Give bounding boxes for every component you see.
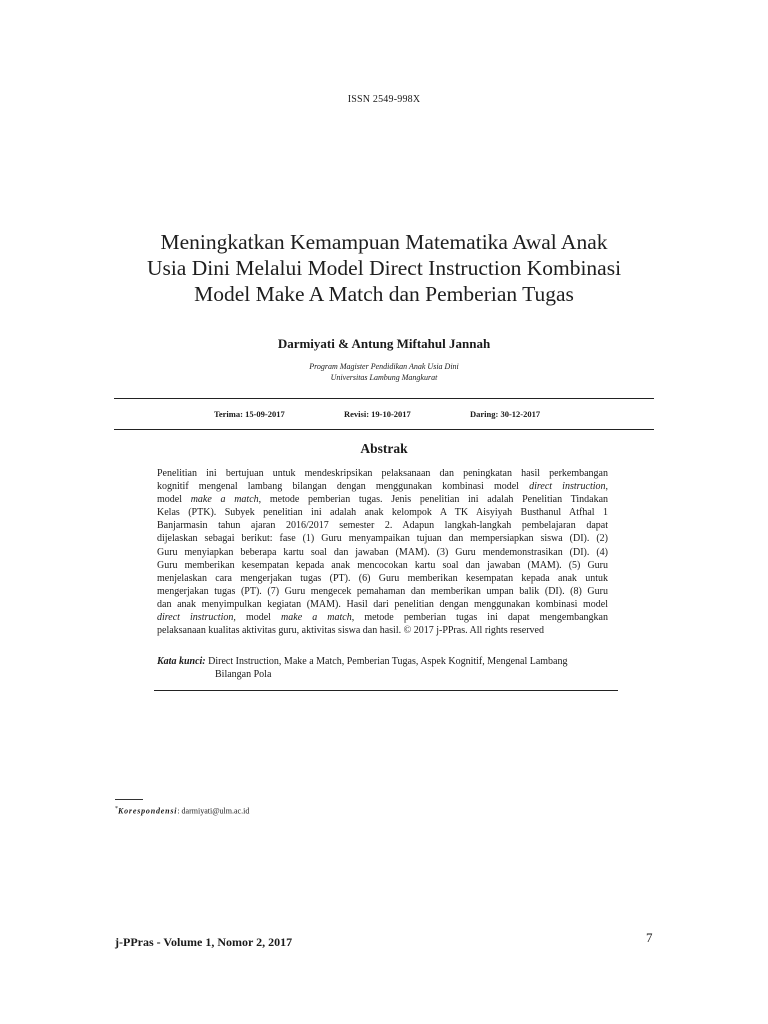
abstract-heading: Abstrak: [360, 441, 408, 456]
page-number: 7: [646, 930, 653, 945]
divider-middle: [114, 429, 654, 430]
abstract-line: pelaksanaan kualitas aktivitas guru, aktivitas siswa dan hasil. © 2017 j-PPras. All rights reserved: [157, 625, 544, 637]
abstract-line: dan anak menyimpulkan kegiatan (MAM). Hasil dari penelitian dengan menggunakan kombinasi model: [157, 598, 608, 610]
footnote-label: Korespondensi: [118, 806, 178, 816]
abstract-line: Guru memberikan kesempatan kepada anak mencocokan kartu soal dan jawaban (MAM). (5) Guru: [157, 559, 608, 571]
correspondence-footnote: [115, 806, 249, 816]
title-line-2: Usia Dini Melalui Model Direct Instruction Kombinasi: [146, 256, 622, 280]
abstract-line: Penelitian ini bertujuan untuk mendeskripsikan pelaksanaan dan peningkatan hasil perkembangan: [157, 468, 608, 479]
abstract-line: menjelaskan cara mengerjakan tugas (PT). (6) Guru memberikan kesempatan kepada anak untuk: [157, 572, 608, 584]
keywords-text-continued: Bilangan Pola: [215, 669, 272, 680]
abstract-line: Guru menyiapkan beberapa kartu soal dan jawaban (MAM). (3) Guru mendemonstrasikan (DI). (4): [157, 546, 608, 558]
abstract-body: [157, 467, 608, 637]
abstract-line: Banjarmasin tahun ajaran 2016/2017 semester 2. Adapun langkah-langkah pembelajaran dapat: [157, 520, 608, 532]
abstract-line: dijelaskan sebagai berikut: fase (1) Guru menyampaikan tujuan dan mempersiapkan siswa (DI). (2): [157, 533, 608, 545]
date-received: Terima: 15-09-2017: [214, 409, 285, 419]
date-revised: Revisi: 19-10-2017: [344, 409, 411, 419]
abstract-line: kognitif mengenal lambang bilangan dengan menggunakan kombinasi model direct instruction,: [157, 481, 608, 493]
keywords-text: Direct Instruction, Make a Match, Pemberian Tugas, Aspek Kognitif, Mengenal Lambang: [205, 656, 568, 667]
footnote-marker: *: [115, 806, 118, 812]
abstract-line: model make a match, metode pemberian tugas. Jenis penelitian ini adalah Penelitian Tindakan: [157, 494, 609, 506]
keywords-label: Kata kunci:: [157, 656, 206, 667]
journal-footer: j-PPras - Volume 1, Nomor 2, 2017: [115, 935, 293, 949]
affiliation-program: Program Magister Pendidikan Anak Usia Dini: [309, 362, 459, 371]
title-line-3: Model Make A Match dan Pemberian Tugas: [194, 282, 574, 306]
date-online: Daring: 30-12-2017: [470, 409, 541, 419]
abstract-line: direct instruction, model make a match, metode pemberian tugas ini dapat mengembangkan: [157, 612, 608, 624]
paper-title: [110, 229, 658, 307]
keywords: [157, 655, 608, 681]
issn-header: ISSN 2549-998X: [347, 94, 421, 105]
divider-top: [114, 398, 654, 399]
footnote-rule: [115, 799, 143, 800]
footnote-email: : darmiyati@ulm.ac.id: [177, 806, 250, 816]
affiliation-university: Universitas Lambung Mangkurat: [330, 373, 438, 382]
title-line-1: Meningkatkan Kemampuan Matematika Awal Anak: [160, 230, 608, 254]
abstract-line: Kelas (PTK). Subyek penelitian ini adalah anak kelompok A TK Aisyiyah Busthanul Atfhal 1: [157, 507, 608, 519]
paper-authors: Darmiyati & Antung Miftahul Jannah: [277, 336, 491, 351]
divider-bottom: [154, 690, 618, 691]
abstract-line: mengerjakan tugas (PT). (7) Guru mengecek pemahaman dan memberikan umpan balik (DI). (8) Guru: [157, 585, 608, 597]
